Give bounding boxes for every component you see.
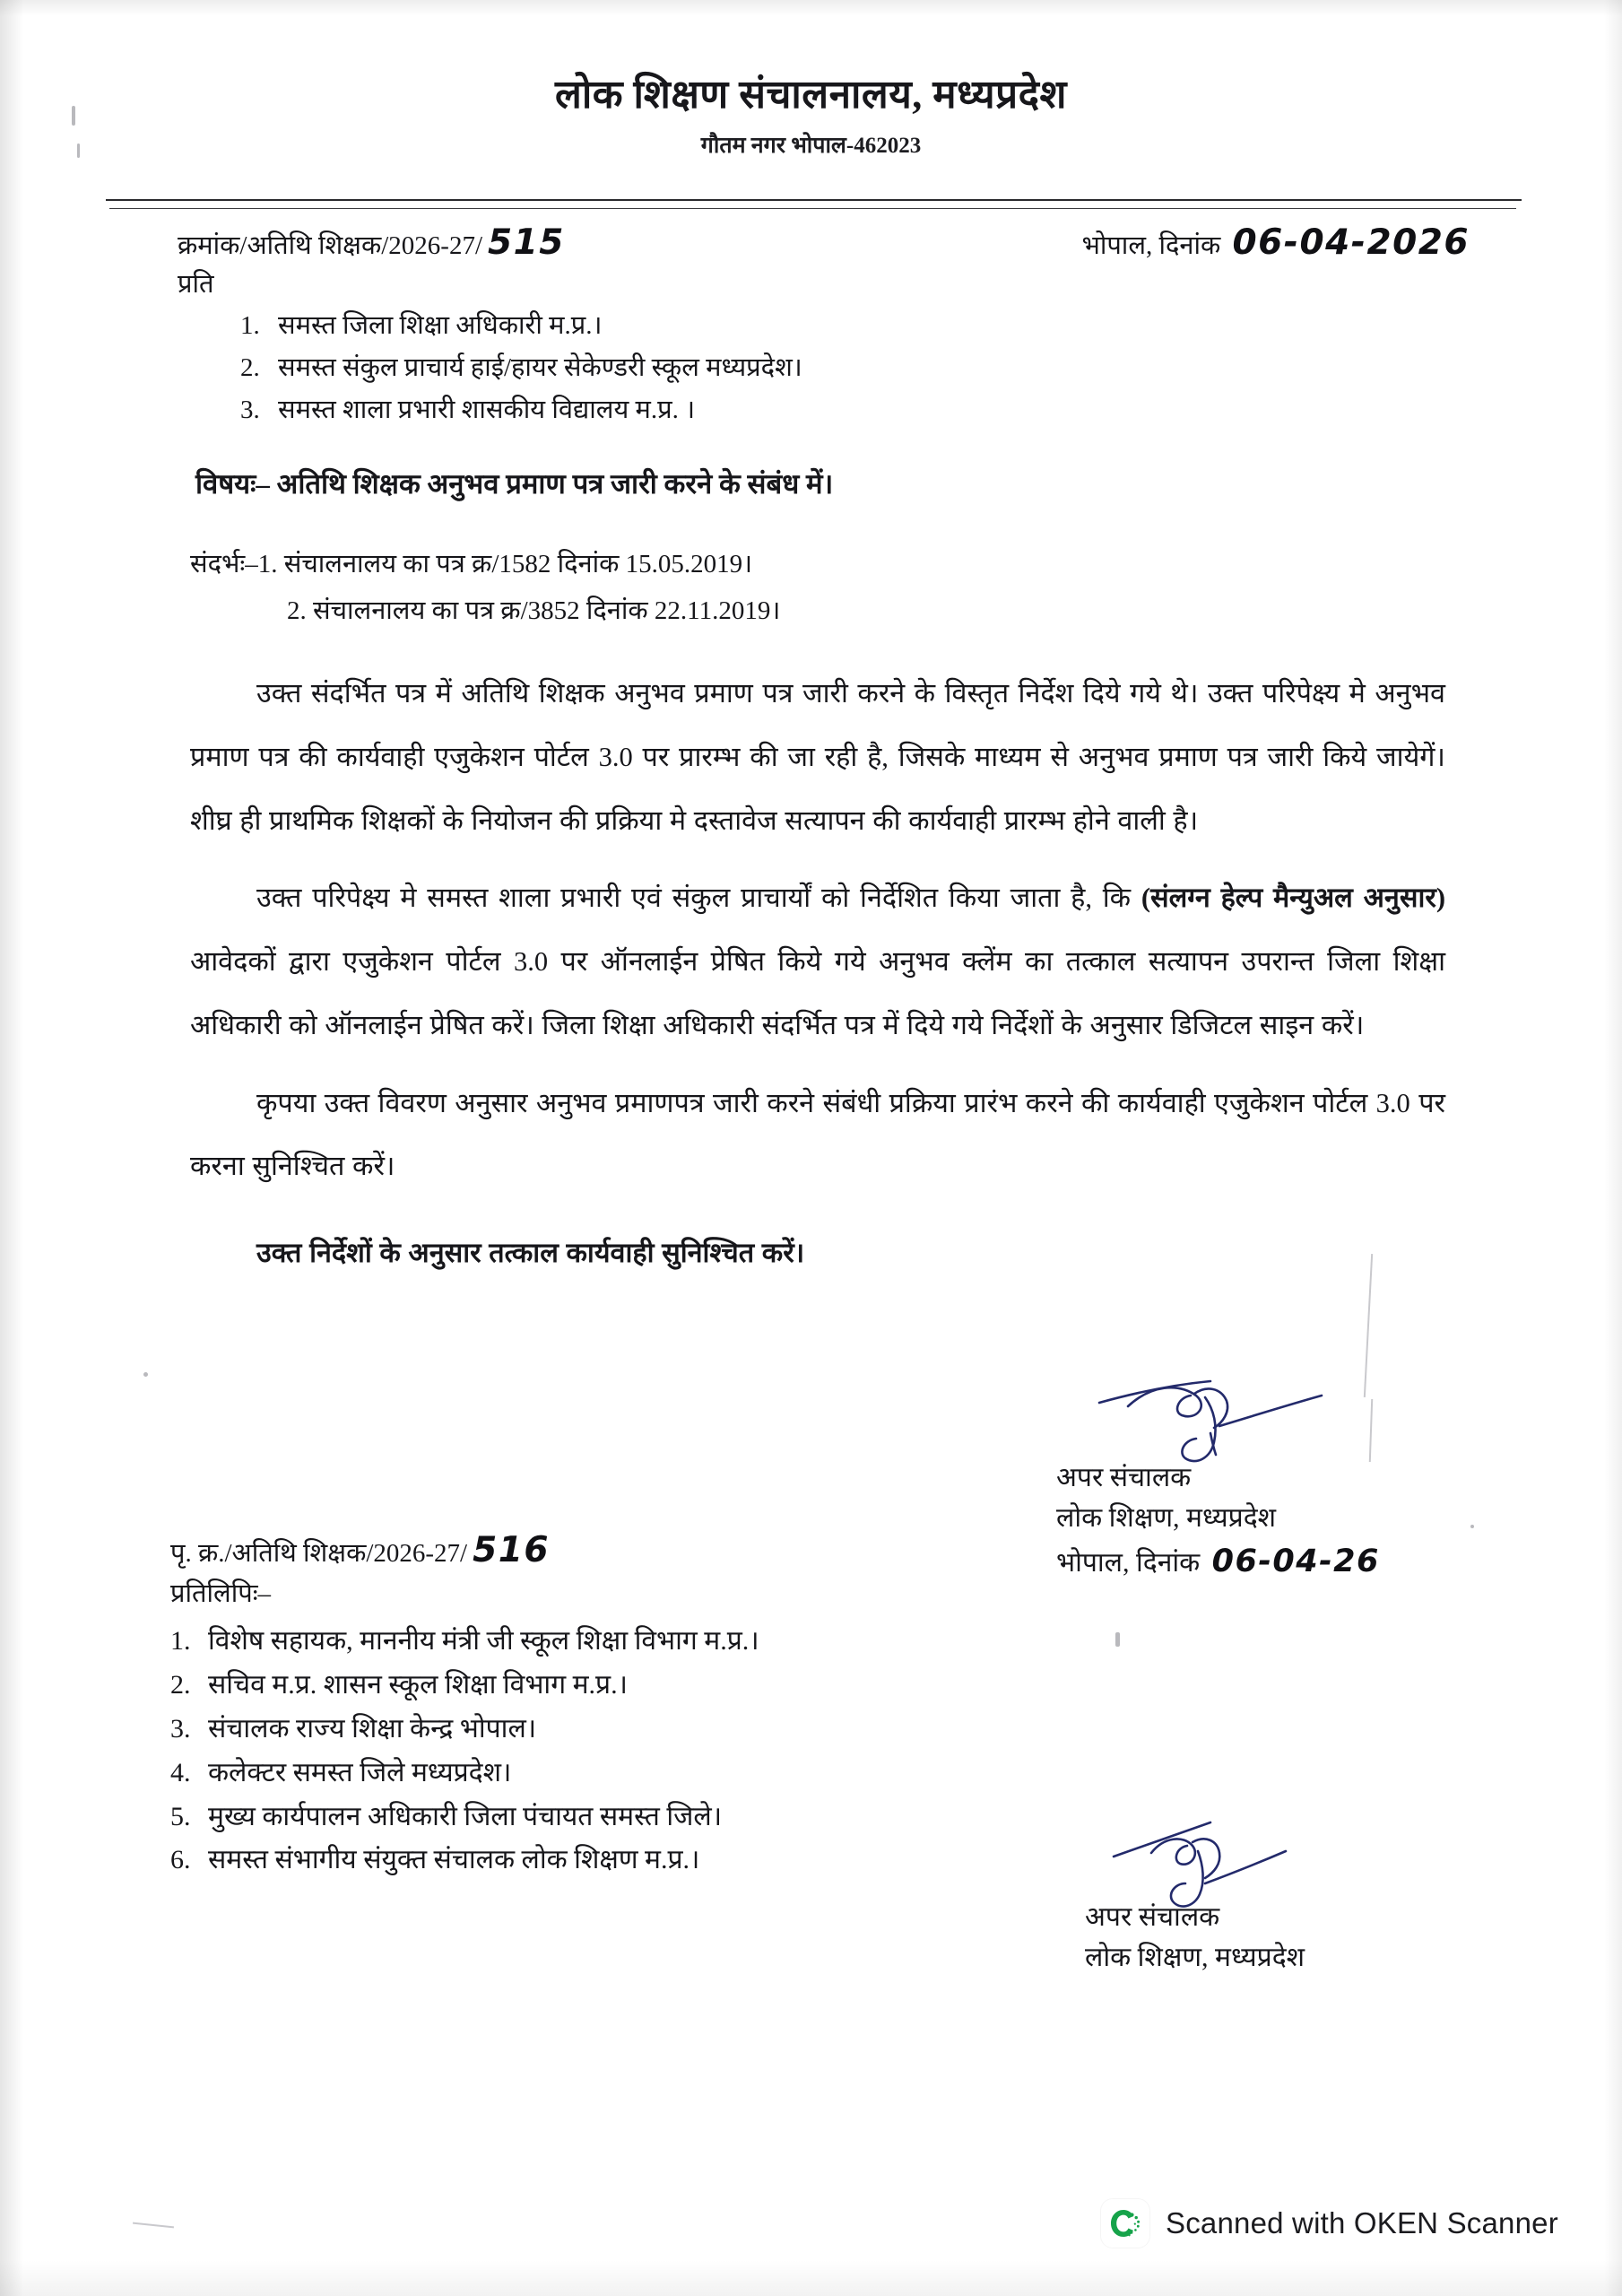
- list-item-text: मुख्य कार्यपालन अधिकारी जिला पंचायत समस्त जिले।: [208, 1801, 723, 1831]
- place-date-label: भोपाल, दिनांक: [1081, 231, 1221, 260]
- signature-place-date: [1056, 1538, 1380, 1586]
- list-item: [170, 1839, 759, 1883]
- reference-number-handwritten: 515: [488, 222, 565, 263]
- list-item-text: संचालक राज्य शिक्षा केन्द्र भोपाल।: [208, 1713, 537, 1744]
- list-item-number: 6.: [170, 1845, 191, 1875]
- list-item: [170, 1620, 759, 1664]
- scan-speck: [1115, 1632, 1120, 1647]
- list-item-text: समस्त संभागीय संयुक्त संचालक लोक शिक्षण म.प्र.।: [208, 1845, 700, 1875]
- signatory-designation: अपर संचालक: [1056, 1463, 1192, 1492]
- list-item: [170, 1708, 759, 1752]
- list-item-text: समस्त जिला शिक्षा अधिकारी म.प्र.।: [278, 311, 603, 340]
- body-paragraph-3: कृपया उक्त विवरण अनुसार अनुभव प्रमाणपत्र जारी करने संबंधी प्रक्रिया प्रारंभ करने की कार्यवाही एजुकेशन पोर्टल 3.0 पर करना सुनिश्चित करें।: [190, 1087, 1445, 1182]
- list-item-number: 2.: [170, 1669, 191, 1700]
- signature-date-handwritten: 06-04-26: [1211, 1544, 1380, 1579]
- organization-address: गौतम नगर भोपाल-462023: [700, 134, 922, 159]
- list-item-text: सचिव म.प्र. शासन स्कूल शिक्षा विभाग म.प्र.।: [208, 1669, 628, 1700]
- addressee-list: [240, 305, 802, 431]
- list-item-number: 4.: [170, 1757, 191, 1787]
- reference-row: [178, 222, 1514, 263]
- reference-citation-line-2: 2. संचालनालय का पत्र क्र/3852 दिनांक 22.11.2019।: [287, 596, 781, 625]
- oken-scanner-logo-icon: [1101, 2199, 1149, 2248]
- place-and-date: [1081, 222, 1470, 263]
- scan-speck: [1470, 1525, 1474, 1528]
- body-closing-line: उक्त निर्देशों के अनुसार तत्काल कार्यवाही सुनिश्चित करें।: [256, 1238, 805, 1268]
- subject-line: विषयः– अतिथि शिक्षक अनुभव प्रमाण पत्र जारी करने के संबंध में।: [195, 468, 834, 500]
- endorsement-number-label: पृ. क्र./अतिथि शिक्षक/2026-27/: [170, 1539, 468, 1568]
- header-divider-rule-thin: [109, 208, 1516, 209]
- organization-title: लोक शिक्षण संचालनालय, मध्यप्रदेश: [555, 73, 1067, 117]
- scan-edge-shading-left: [0, 0, 23, 2296]
- copy-to-heading: प्रतिलिपिः–: [170, 1579, 272, 1608]
- list-item-text: समस्त शाला प्रभारी शासकीय विद्यालय म.प्र. ।: [278, 395, 696, 424]
- scanner-watermark: [1101, 2199, 1558, 2248]
- signature-block-1: [1056, 1457, 1380, 1586]
- scan-speck: [143, 1372, 148, 1377]
- body-paragraph-2: [190, 866, 1445, 1057]
- paragraph-2-emphasis: (संलग्न हेल्प मैन्युअल अनुसार): [1141, 883, 1445, 914]
- list-item-number: 3.: [240, 395, 260, 424]
- reference-number: [178, 222, 565, 263]
- scan-edge-shading-bottom: [0, 2260, 1622, 2296]
- list-item-number: 2.: [240, 352, 260, 382]
- list-item: [240, 305, 802, 347]
- reference-citation-line-1: संदर्भः–1. संचालनालय का पत्र क्र/1582 दिनांक 15.05.2019।: [190, 550, 753, 578]
- list-item-text: विशेष सहायक, माननीय मंत्री जी स्कूल शिक्षा विभाग म.प्र.।: [208, 1626, 759, 1656]
- letter-body: [190, 662, 1445, 1300]
- list-item: [170, 1752, 759, 1796]
- list-item-number: 3.: [170, 1713, 191, 1744]
- signature-place-date-label: भोपाल, दिनांक: [1056, 1548, 1201, 1578]
- header-divider-rule: [106, 199, 1522, 201]
- letter-date-handwritten: 06-04-2026: [1232, 222, 1470, 263]
- scan-stray-mark: [1369, 1399, 1373, 1462]
- signatory-office: लोक शिक्षण, मध्यप्रदेश: [1085, 1943, 1305, 1972]
- letterhead: [0, 74, 1622, 160]
- list-item-text: कलेक्टर समस्त जिले मध्यप्रदेश।: [208, 1757, 512, 1787]
- scan-edge-shading-right: [1604, 0, 1622, 2296]
- list-item: [240, 347, 802, 389]
- copy-to-list: [170, 1620, 759, 1883]
- list-item: [170, 1664, 759, 1708]
- oken-logo-glyph: [1107, 2205, 1143, 2241]
- scanner-watermark-text: Scanned with OKEN Scanner: [1166, 2206, 1558, 2239]
- paragraph-2-segment-2: आवेदकों द्वारा एजुकेशन पोर्टल 3.0 पर ऑनलाईन प्रेषित किये गये अनुभव क्लेंम का तत्काल सत्यापन उपरान्त जिला शिक्षा अधिकारी को ऑनलाईन प्रेषित करें। जिला शिक्षा अधिकारी संदर्भित पत्र में दिये गये निर्देशों के अनुसार डिजिटल साइन करें।: [190, 946, 1445, 1040]
- list-item-number: 1.: [170, 1626, 191, 1656]
- list-item: [170, 1796, 759, 1839]
- signature-block-2: [1085, 1897, 1305, 1978]
- scan-edge-shading-top: [0, 0, 1622, 16]
- signatory-office: लोक शिक्षण, मध्यप्रदेश: [1056, 1503, 1277, 1533]
- list-item-text: समस्त संकुल प्राचार्य हाई/हायर सेकेण्डरी स्कूल मध्यप्रदेश।: [278, 352, 802, 382]
- paragraph-2-segment-1: उक्त परिपेक्ष्य मे समस्त शाला प्रभारी एवं संकुल प्राचार्यों को निर्देशित किया जाता है, कि: [256, 883, 1141, 914]
- list-item-number: 5.: [170, 1801, 191, 1831]
- reference-number-label: क्रमांक/अतिथि शिक्षक/2026-27/: [178, 231, 483, 260]
- list-item-number: 1.: [240, 311, 260, 340]
- signatory-designation: अपर संचालक: [1085, 1902, 1220, 1932]
- endorsement-number-handwritten: 516: [473, 1530, 551, 1570]
- endorsement-number: [170, 1530, 550, 1570]
- addressee-heading: प्रति: [178, 270, 214, 299]
- list-item: [240, 389, 802, 431]
- scan-stray-mark: [133, 2222, 174, 2229]
- body-paragraph-1: उक्त संदर्भित पत्र में अतिथि शिक्षक अनुभव प्रमाण पत्र जारी करने के विस्तृत निर्देश दिये गये थे। उक्त परिपेक्ष्य मे अनुभव प्रमाण पत्र की कार्यवाही एजुकेशन पोर्टल 3.0 पर प्रारम्भ की जा रही है, जिसके माध्यम से अनुभव प्रमाण पत्र जारी किये जायेगें। शीघ्र ही प्राथमिक शिक्षकों के नियोजन की प्रक्रिया मे दस्तावेज सत्यापन की कार्यवाही प्रारम्भ होने वाली है।: [190, 678, 1445, 836]
